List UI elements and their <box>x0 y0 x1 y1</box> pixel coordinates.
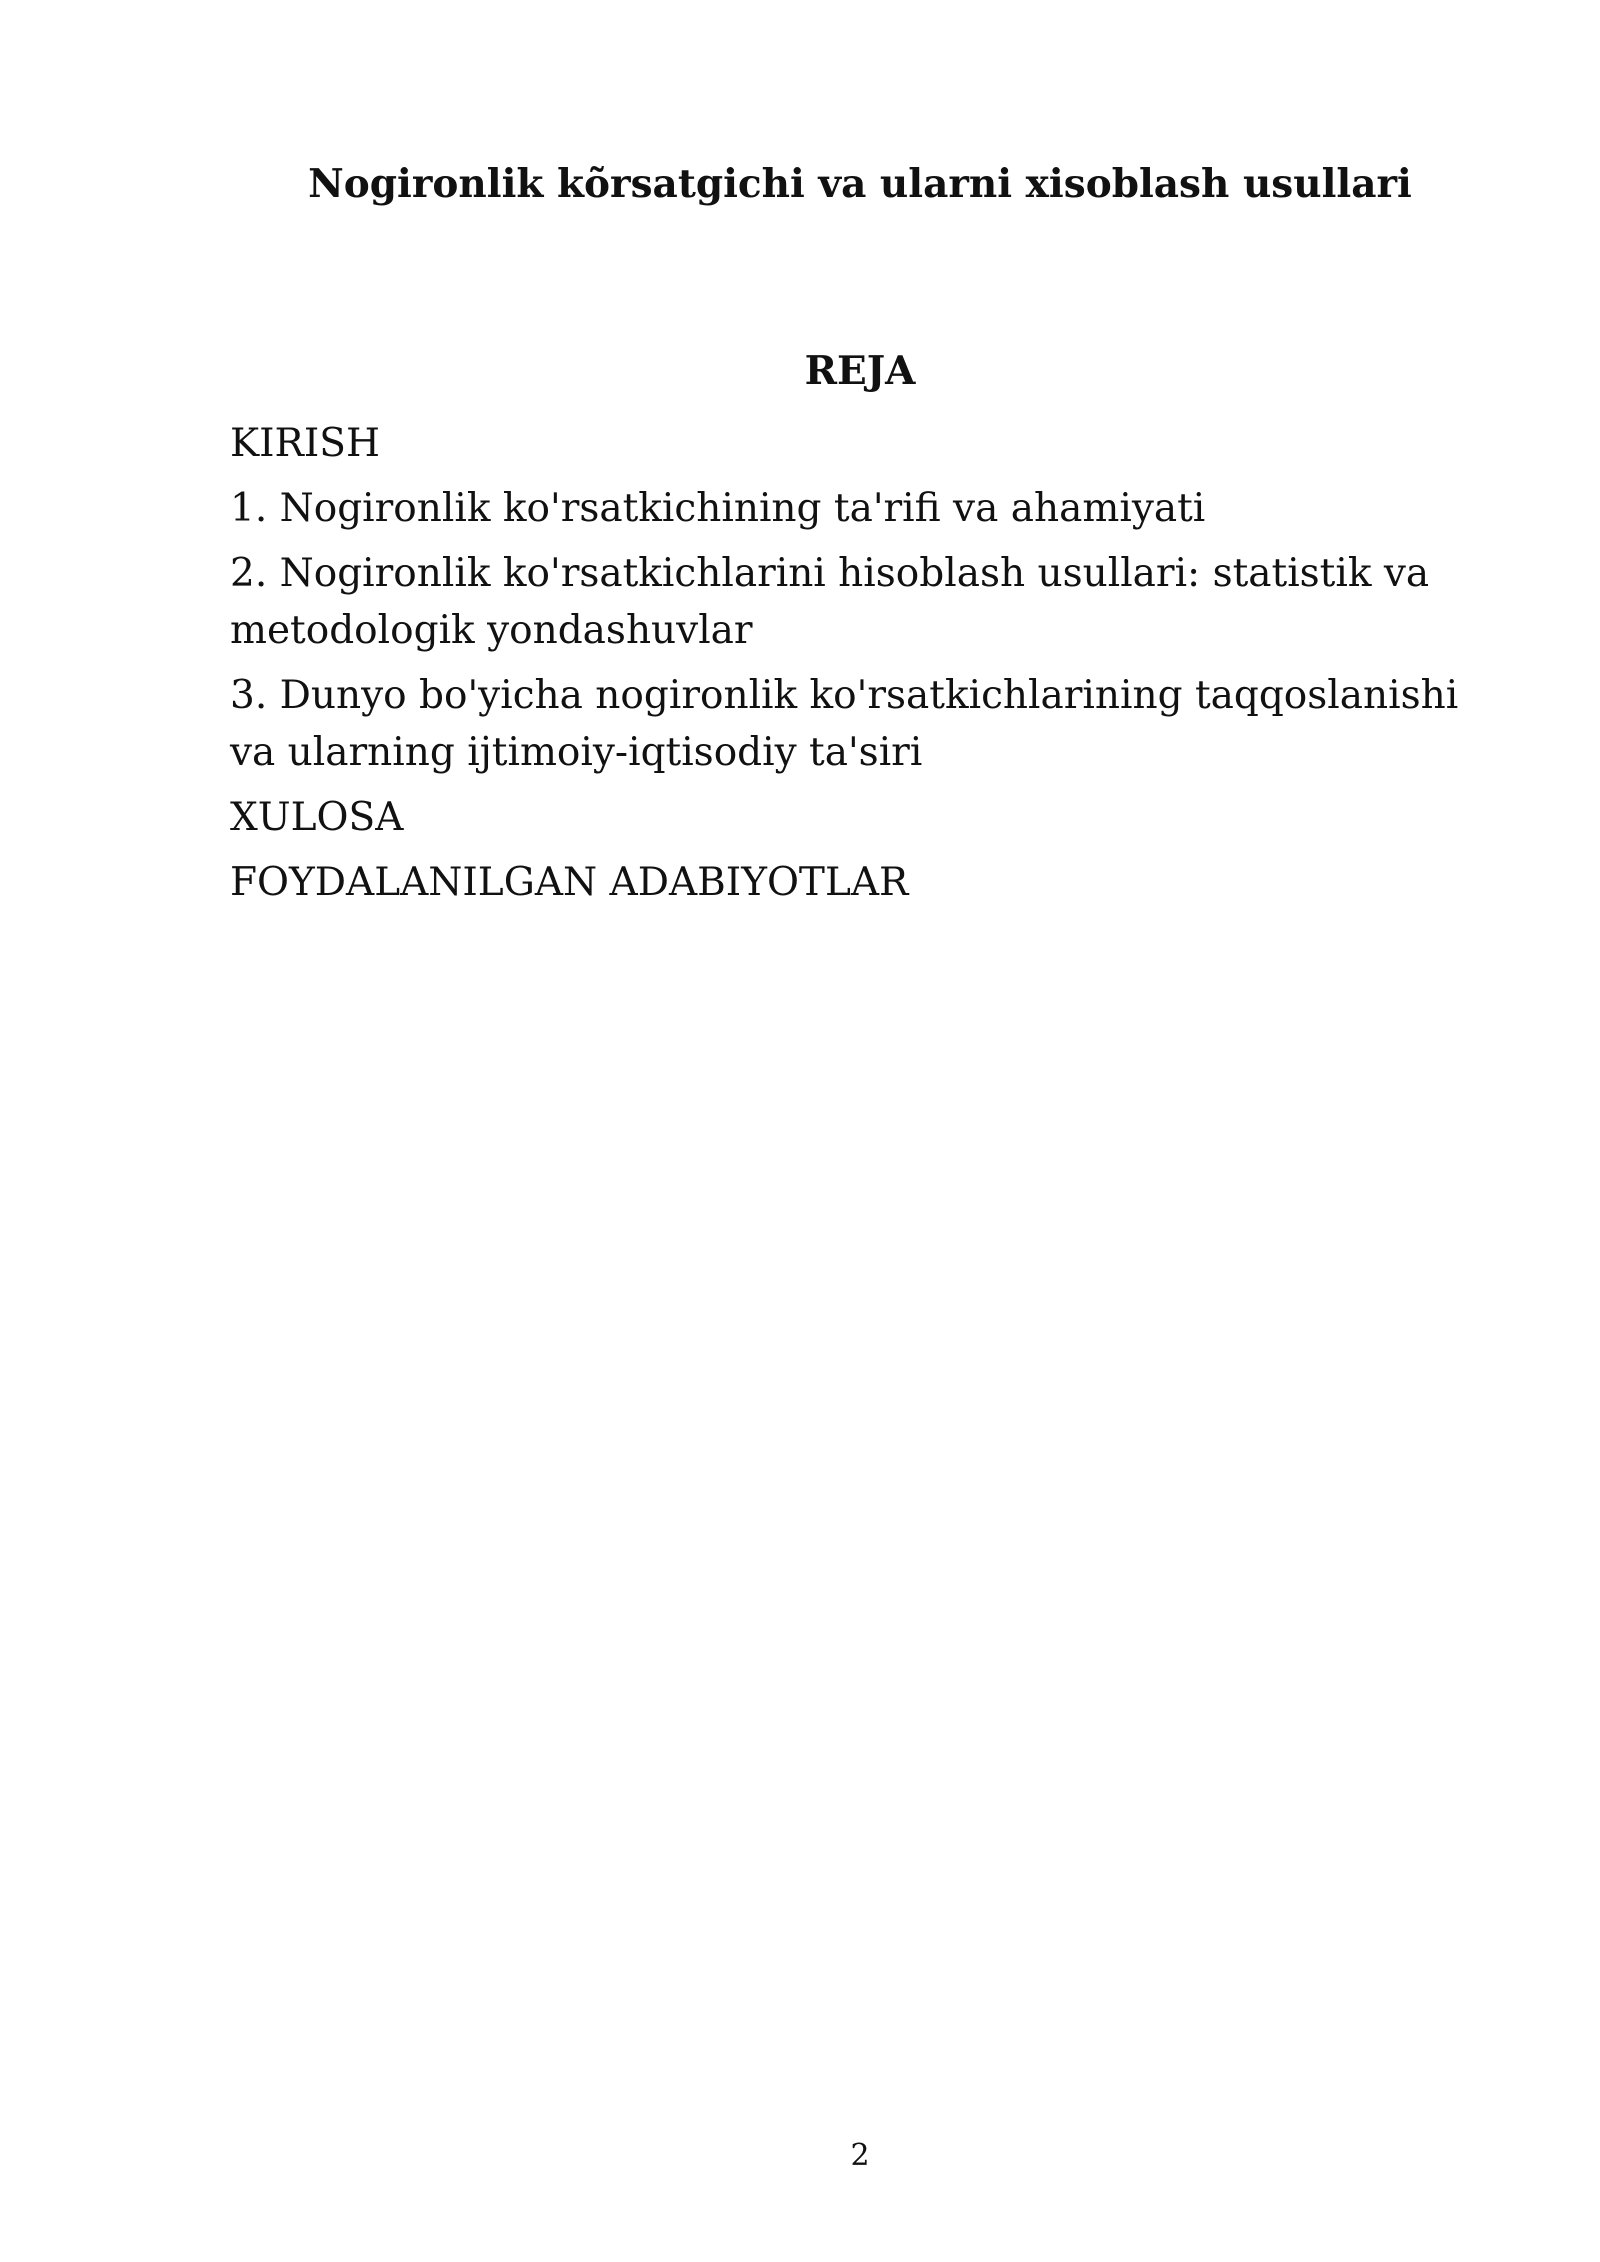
plan-item-2: 2. Nogironlik ko'rsatkichlarini hisoblash usullari: statistik va metodologik yondashuvlar <box>230 551 1430 653</box>
plan-item-introduction: KIRISH <box>230 421 381 466</box>
plan-item-conclusion: XULOSA <box>230 795 404 840</box>
plan-item-1: 1. Nogironlik ko'rsatkichining ta'rifi va ahamiyati <box>230 486 1206 531</box>
plan-list <box>230 415 1500 919</box>
page-number: 2 <box>850 2138 870 2173</box>
plan-heading: REJA <box>804 348 916 394</box>
plan-item-references: FOYDALANILGAN ADABIYOTLAR <box>230 860 909 905</box>
document-title: Nogironlik kõrsatgichi va ularni xisoblash usullari <box>308 161 1412 207</box>
plan-item-3: 3. Dunyo bo'yicha nogironlik ko'rsatkichlarining taqqoslanishi va ularning ijtimoiy-iqtisodiy ta'siri <box>230 673 1459 775</box>
